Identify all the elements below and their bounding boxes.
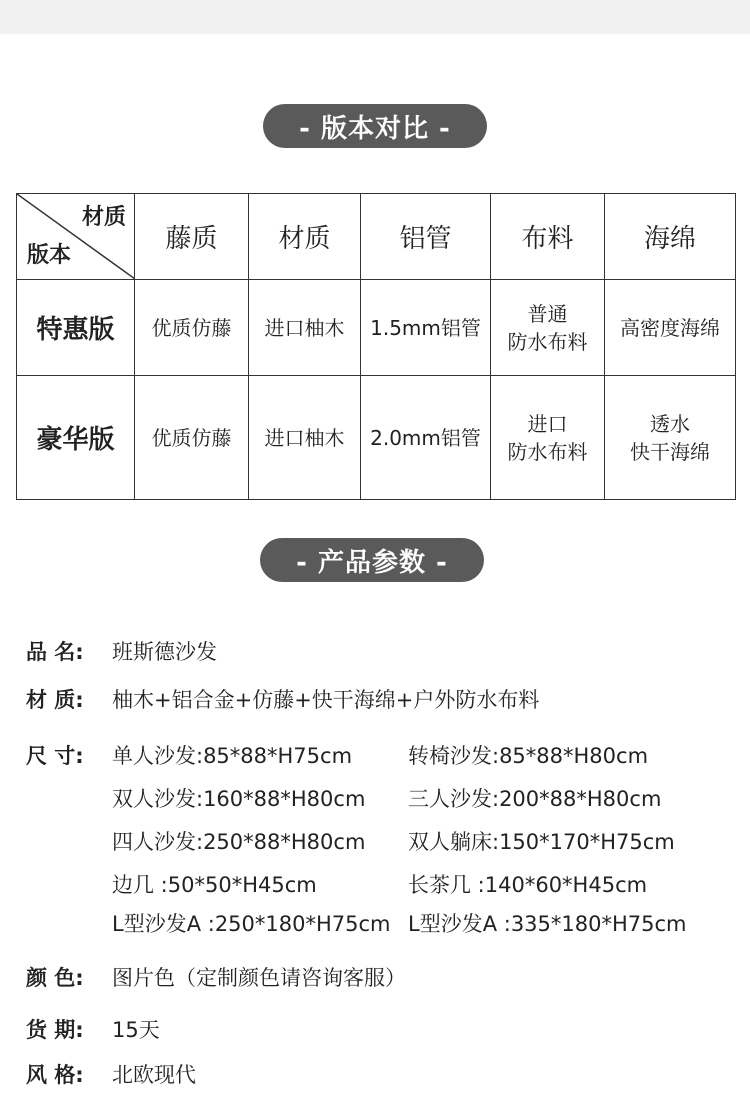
param-label: 尺 寸: xyxy=(26,744,84,768)
table-cell: 1.5mm铝管 xyxy=(361,280,491,376)
size-item: 三人沙发:200*88*H80cm xyxy=(408,787,662,811)
table-cell: 进口柚木 xyxy=(249,280,361,376)
size-item: 四人沙发:250*88*H80cm xyxy=(112,830,366,854)
corner-bottom-label: 版本 xyxy=(27,243,72,268)
table-cell: 高密度海绵 xyxy=(605,280,736,376)
size-item: 双人沙发:160*88*H80cm xyxy=(112,787,366,811)
param-label: 品 名: xyxy=(26,640,84,664)
column-header: 布料 xyxy=(491,194,605,280)
size-item: 双人躺床:150*170*H75cm xyxy=(408,830,675,854)
column-header: 铝管 xyxy=(361,194,491,280)
table-cell: 进口 防水布料 xyxy=(491,376,605,500)
param-value: 柚木+铝合金+仿藤+快干海绵+户外防水布料 xyxy=(112,688,540,712)
param-value: 15天 xyxy=(112,1018,160,1042)
size-item: 长茶几 :140*60*H45cm xyxy=(408,873,648,897)
section-title-version-compare: - 版本对比 - xyxy=(263,104,487,148)
table-cell: 透水 快干海绵 xyxy=(605,376,736,500)
column-header: 藤质 xyxy=(135,194,249,280)
corner-cell xyxy=(17,194,135,280)
table-row xyxy=(17,280,736,376)
param-value: 图片色（定制颜色请咨询客服） xyxy=(112,966,406,990)
param-label: 材 质: xyxy=(26,688,84,712)
column-header: 海绵 xyxy=(605,194,736,280)
table-header-row xyxy=(17,194,736,280)
row-header: 特惠版 xyxy=(17,280,135,376)
table-cell: 普通 防水布料 xyxy=(491,280,605,376)
corner-top-label: 材质 xyxy=(81,205,126,230)
size-item: L型沙发A :250*180*H75cm xyxy=(112,912,391,936)
size-item: 转椅沙发:85*88*H80cm xyxy=(408,744,649,768)
param-label: 颜 色: xyxy=(26,966,84,990)
param-label: 货 期: xyxy=(26,1018,84,1042)
version-comparison-table xyxy=(16,193,736,500)
size-item: L型沙发A :335*180*H75cm xyxy=(408,912,687,936)
column-header: 材质 xyxy=(249,194,361,280)
table-cell: 2.0mm铝管 xyxy=(361,376,491,500)
param-value: 班斯德沙发 xyxy=(112,640,217,664)
table-cell: 优质仿藤 xyxy=(135,376,249,500)
param-label: 风 格: xyxy=(26,1063,84,1087)
row-header: 豪华版 xyxy=(17,376,135,500)
size-item: 单人沙发:85*88*H75cm xyxy=(112,744,353,768)
section-title-product-params: - 产品参数 - xyxy=(260,538,484,582)
table-cell: 进口柚木 xyxy=(249,376,361,500)
size-item: 边几 :50*50*H45cm xyxy=(112,873,317,897)
top-band xyxy=(0,0,750,34)
table-row xyxy=(17,376,736,500)
table-cell: 优质仿藤 xyxy=(135,280,249,376)
param-value: 北欧现代 xyxy=(112,1063,196,1087)
